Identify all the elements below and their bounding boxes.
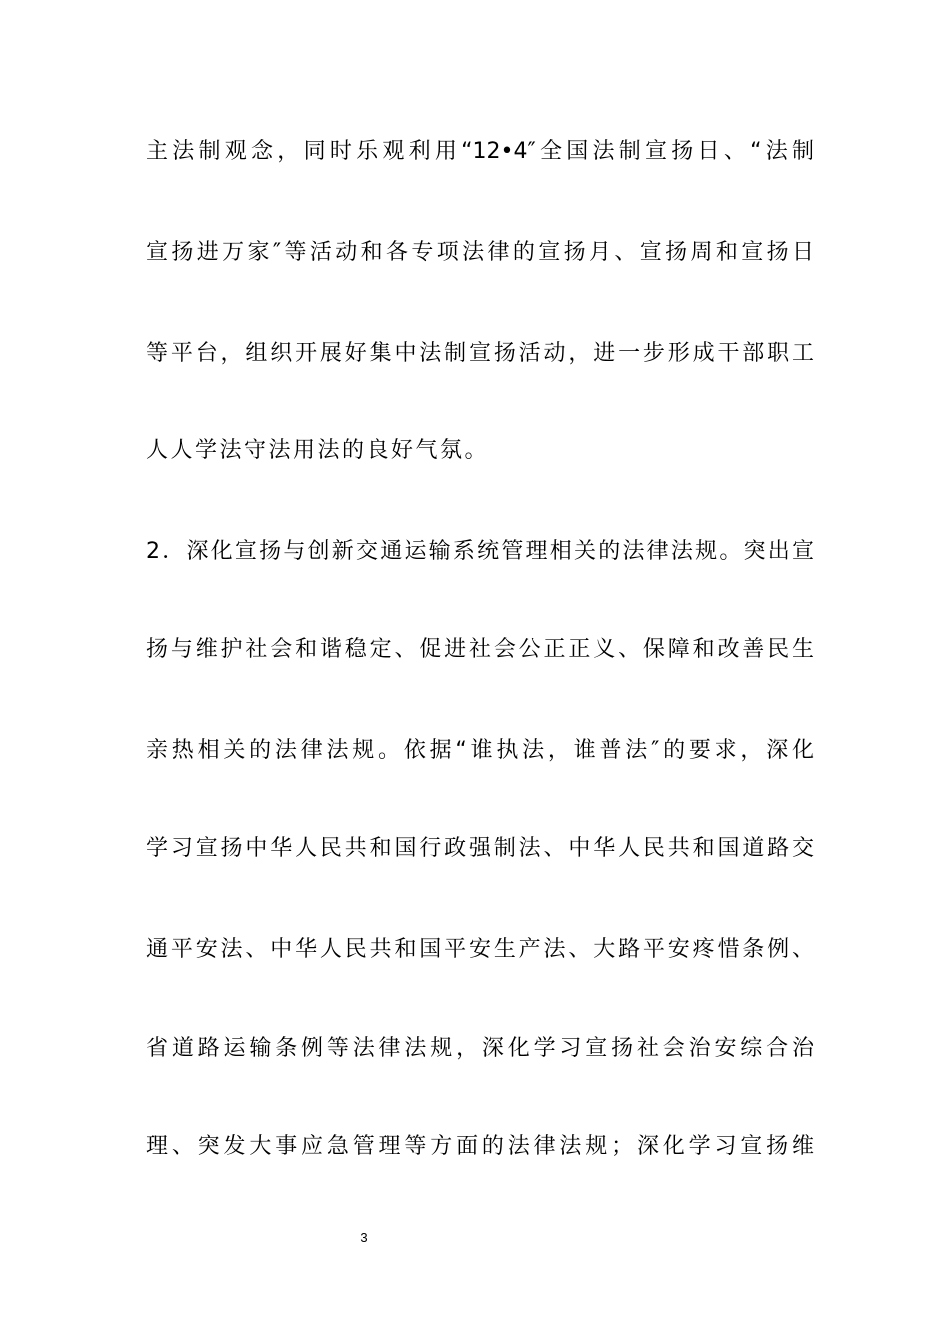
body-text-line: 亲热相关的法律法规。依据“谁执法，谁普法″的要求，深化 <box>146 738 814 763</box>
body-text-line: 主法制观念，同时乐观利用“12•4″全国法制宣扬日、“法制 <box>146 139 814 164</box>
body-text-line: 等平台，组织开展好集中法制宣扬活动，进一步形成干部职工 <box>146 341 814 366</box>
body-text-line: 省道路运输条例等法律法规，深化学习宣扬社会治安综合治 <box>146 1036 814 1061</box>
body-text-line: 人人学法守法用法的良好气氛。 <box>146 438 490 463</box>
body-text-line: 学习宣扬中华人民共和国行政强制法、中华人民共和国道路交 <box>146 836 814 861</box>
body-text-line: 2．深化宣扬与创新交通运输系统管理相关的法律法规。突出宣 <box>146 539 814 564</box>
body-text-line: 通平安法、中华人民共和国平安生产法、大路平安疼惜条例、 <box>146 937 814 962</box>
page-number: 3 <box>360 1230 368 1245</box>
body-text-line: 宣扬进万家″等活动和各专项法律的宣扬月、宣扬周和宣扬日 <box>146 240 814 265</box>
body-text-line: 理、突发大事应急管理等方面的法律法规；深化学习宣扬维 <box>146 1134 814 1159</box>
body-text-line: 扬与维护社会和谐稳定、促进社会公正正义、保障和改善民生 <box>146 637 814 662</box>
